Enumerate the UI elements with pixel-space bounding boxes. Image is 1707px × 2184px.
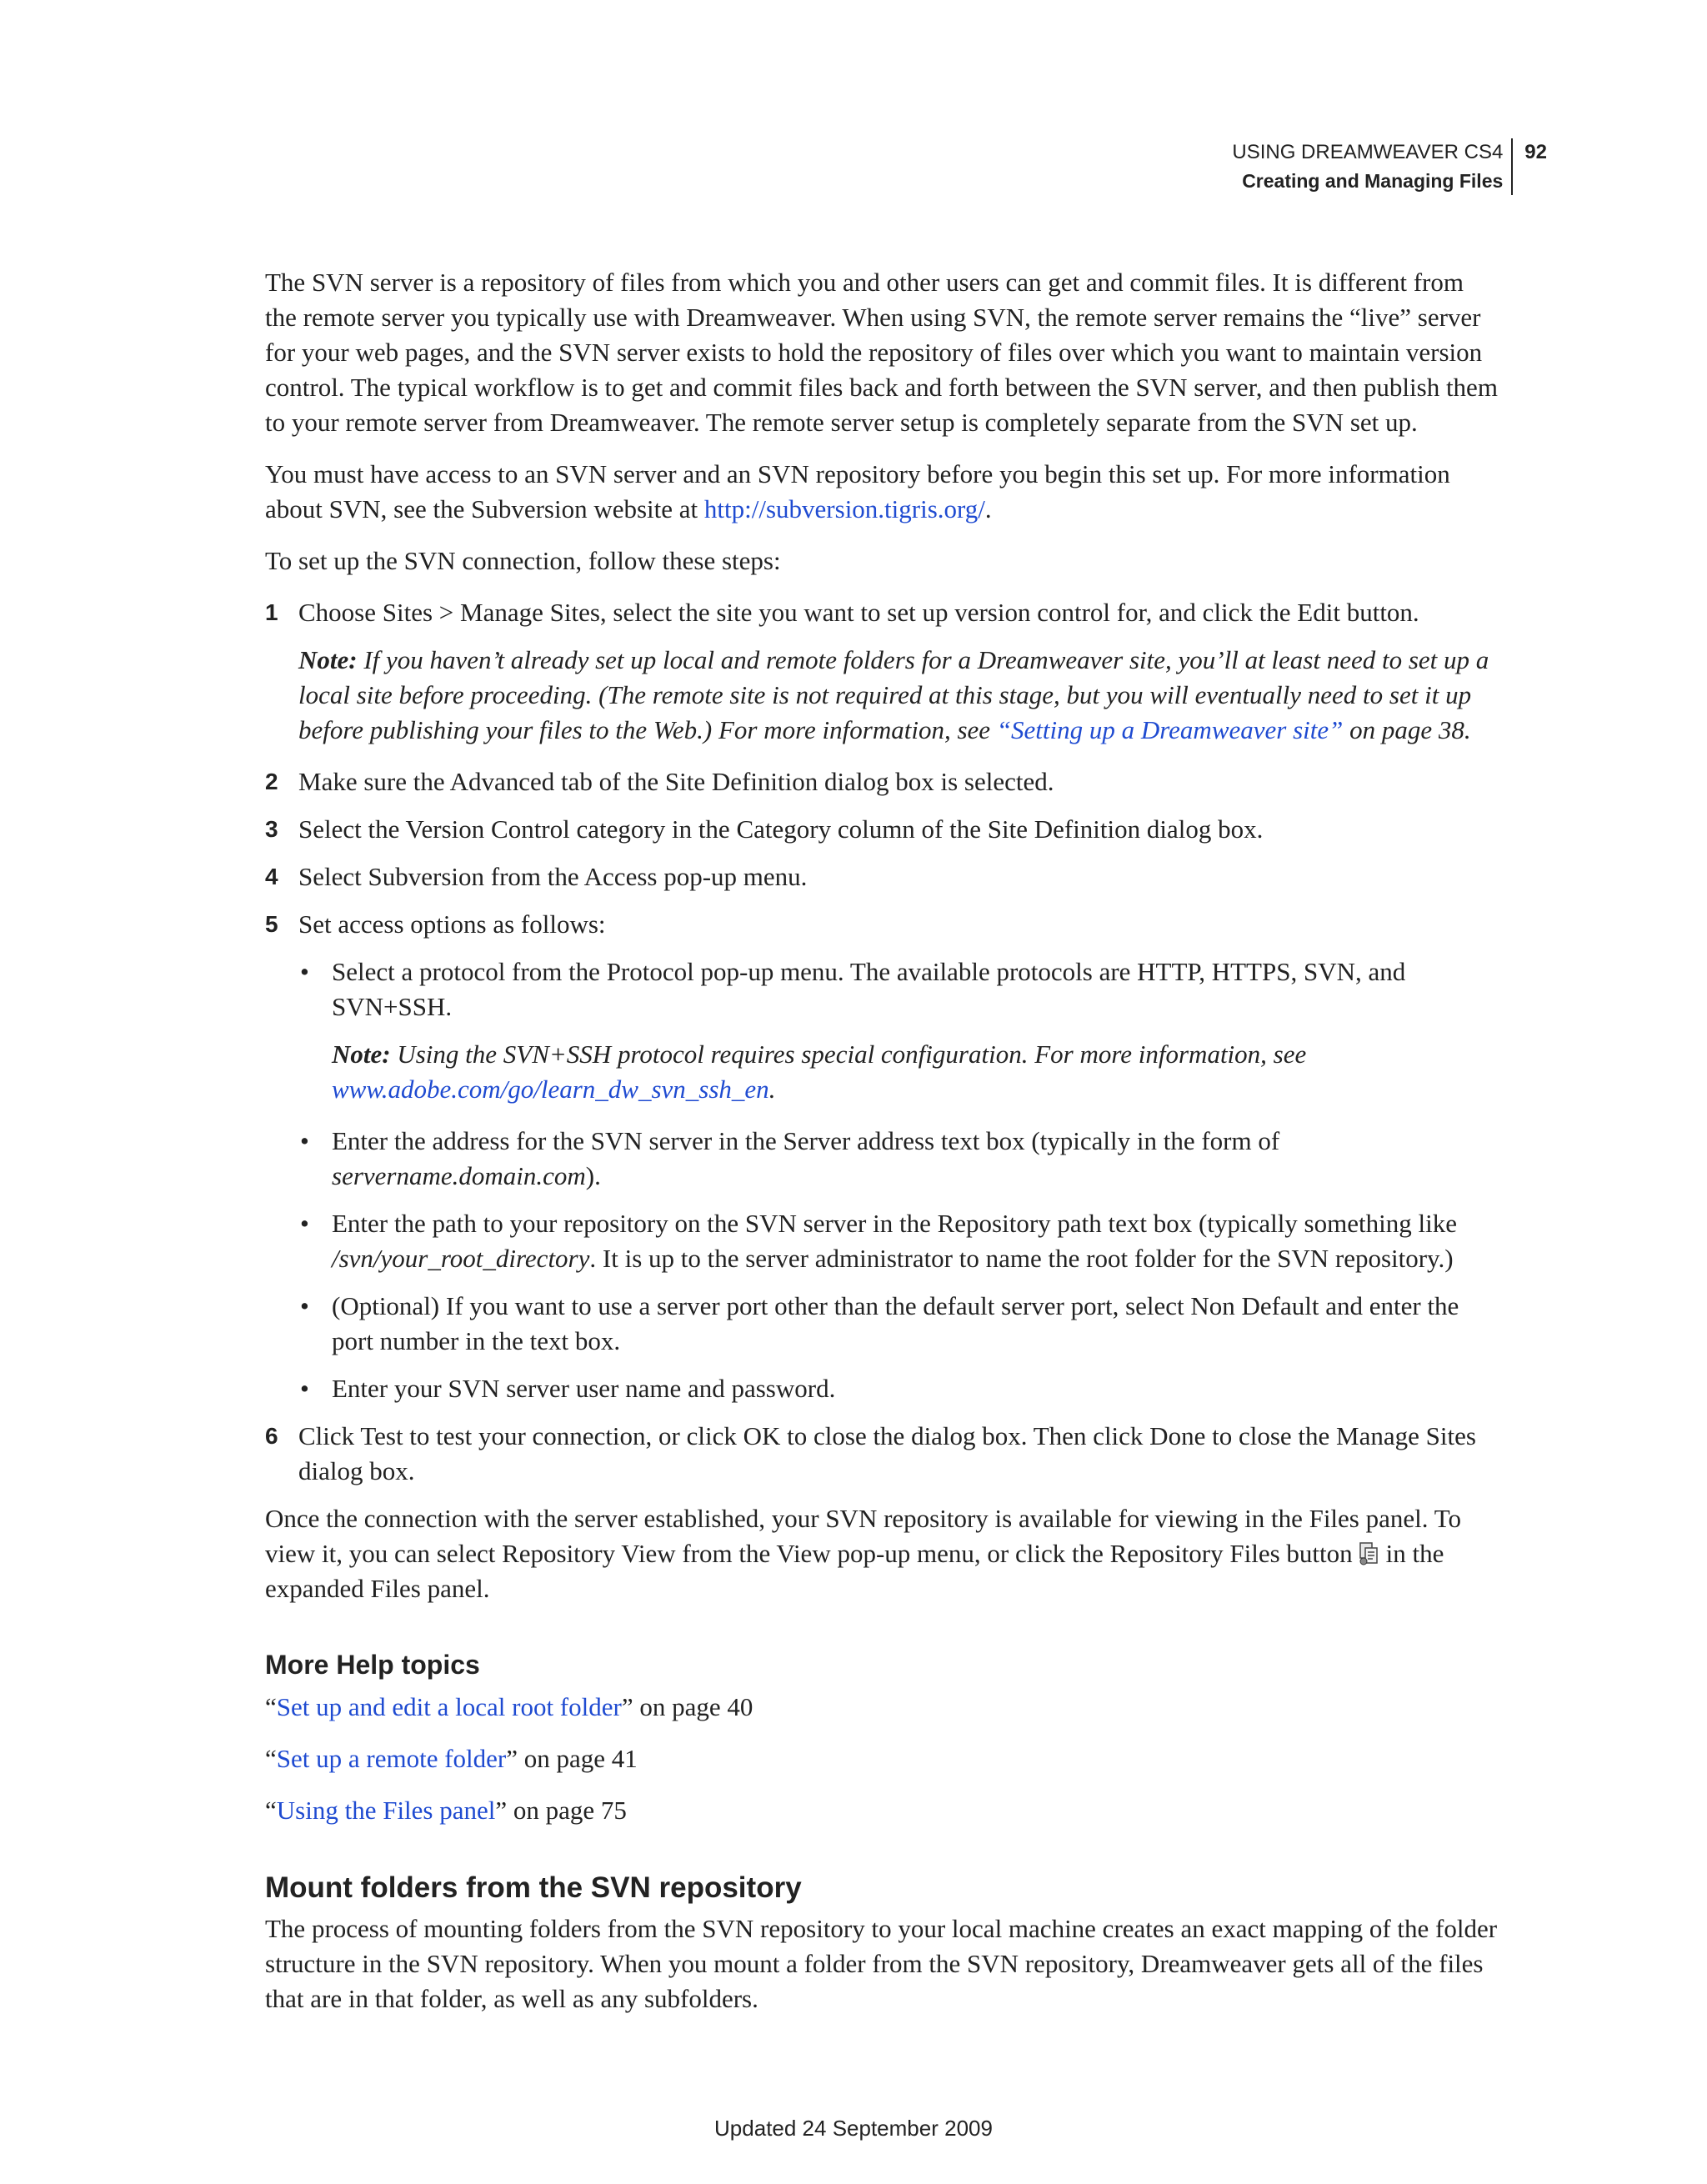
related-link[interactable]: Set up a remote folder	[276, 1744, 507, 1773]
step-text: Choose Sites > Manage Sites, select the site you want to set up version control for, and click the Edit button.	[298, 598, 1419, 627]
more-help-heading: More Help topics	[265, 1650, 480, 1680]
bullet-italic: /svn/your_root_directory	[332, 1244, 590, 1273]
bullet-text: (Optional) If you want to use a server port other than the default server port, select Non Default and enter the port number in the text box.	[332, 1291, 1459, 1355]
step-3	[265, 812, 1499, 847]
step-number: 5	[265, 911, 278, 937]
bullet-text: Enter your SVN server user name and password.	[332, 1374, 836, 1403]
bullet-italic: servername.domain.com	[332, 1161, 586, 1190]
closing-text-end: in the expanded Files panel.	[265, 1539, 1444, 1603]
page-content	[265, 265, 1499, 2033]
bullet-text-end: . It is up to the server administrator to name the root folder for the SVN repository.)	[589, 1244, 1454, 1273]
bullet-server-address	[265, 1124, 1499, 1194]
related-link-item	[265, 1793, 1499, 1828]
bullet-protocol-note	[265, 1037, 1499, 1107]
related-link-page: ” on page 40	[621, 1692, 753, 1721]
intro-paragraph-2-end: .	[984, 494, 992, 523]
subversion-website-link[interactable]: http://subversion.tigris.org/	[703, 494, 985, 523]
note-text: If you haven’t already set up local and remote folders for a Dreamweaver site, you’ll at least need to set up a local site before proceeding. (The remote site is not required at this stage, but you will eventually need to set it up before publishing your files to the Web.) For more information, see	[298, 645, 1489, 744]
bullet-text: Select a protocol from the Protocol pop-up menu. The available protocols are HTTP, HTTPS, SVN, and SVN+SSH.	[332, 957, 1406, 1021]
step-1-note	[265, 643, 1499, 748]
related-link-page: ” on page 75	[495, 1796, 627, 1825]
step-number: 6	[265, 1423, 278, 1449]
related-link[interactable]: Using the Files panel	[276, 1796, 496, 1825]
repository-files-icon	[1358, 1540, 1381, 1567]
closing-text: Once the connection with the server established, your SVN repository is available for viewing in the Files panel. To view it, you can select Repository View from the View pop-up menu, or click the Repository Files button	[265, 1504, 1461, 1568]
step-6	[265, 1419, 1499, 1489]
related-link[interactable]: Set up and edit a local root folder	[276, 1692, 622, 1721]
step-text: Click Test to test your connection, or click OK to close the dialog box. Then click Done to close the Manage Sites dialog box.	[298, 1421, 1476, 1485]
quote-open: “	[265, 1744, 277, 1773]
step-text: Select Subversion from the Access pop-up menu.	[298, 862, 808, 891]
closing-paragraph	[265, 1501, 1499, 1606]
page-number: 92	[1524, 141, 1547, 163]
intro-paragraph-2-text: You must have access to an SVN server and an SVN repository before you begin this set up. For more information about SVN, see the Subversion website at	[265, 459, 1450, 523]
step-number: 2	[265, 769, 278, 794]
header-titles	[1232, 138, 1513, 195]
page-header	[1232, 138, 1547, 195]
setting-up-site-link[interactable]: “Setting up a Dreamweaver site”	[996, 715, 1344, 744]
bullet-mark: •	[300, 957, 309, 986]
bullet-mark: •	[300, 1209, 309, 1238]
note-text-end: on page 38.	[1343, 715, 1471, 744]
intro-paragraph-2	[265, 457, 1499, 527]
quote-open: “	[265, 1692, 277, 1721]
step-text: Set access options as follows:	[298, 909, 606, 939]
intro-paragraph-3: To set up the SVN connection, follow these steps:	[265, 546, 781, 575]
step-number: 4	[265, 864, 278, 889]
bullet-repository-path	[265, 1206, 1499, 1276]
svn-ssh-link[interactable]: www.adobe.com/go/learn_dw_svn_ssh_en	[332, 1074, 769, 1104]
step-number: 1	[265, 599, 278, 625]
book-title: USING DREAMWEAVER CS4	[1232, 141, 1504, 163]
note-text-end: .	[768, 1074, 776, 1104]
mount-folders-heading: Mount folders from the SVN repository	[265, 1871, 802, 1904]
step-2	[265, 764, 1499, 799]
bullet-server-port	[265, 1289, 1499, 1359]
bullet-text: Enter the path to your repository on the SVN server in the Repository path text box (typically something like	[332, 1209, 1457, 1238]
step-text: Make sure the Advanced tab of the Site Definition dialog box is selected.	[298, 767, 1054, 796]
mount-folders-paragraph: The process of mounting folders from the SVN repository to your local machine creates an exact mapping of the folder structure in the SVN repository. When you mount a folder from the SVN repository, Dreamweaver gets all of the files that are in that folder, as well as any subfolders.	[265, 1914, 1498, 2013]
step-1	[265, 595, 1499, 630]
related-link-item	[265, 1741, 1499, 1776]
bullet-mark: •	[300, 1374, 309, 1403]
quote-open: “	[265, 1796, 277, 1825]
chapter-title: Creating and Managing Files	[1242, 170, 1504, 192]
bullet-text-end: ).	[585, 1161, 601, 1190]
page-footer: Updated 24 September 2009	[714, 2116, 993, 2141]
bullet-mark: •	[300, 1126, 309, 1155]
bullet-text: Enter the address for the SVN server in the Server address text box (typically in the form of	[332, 1126, 1280, 1155]
related-link-page: ” on page 41	[506, 1744, 638, 1773]
bullet-protocol	[265, 954, 1499, 1024]
note-text: Using the SVN+SSH protocol requires special configuration. For more information, see	[390, 1039, 1307, 1069]
intro-paragraph-1: The SVN server is a repository of files from which you and other users can get and commit files. It is different from the remote server you typically use with Dreamweaver. When using SVN, the remote server remains the “live” server for your web pages, and the SVN server exists to hold the repository of files over which you want to maintain version control. The typical workflow is to get and commit files back and forth between the SVN server, and then publish them to your remote server from Dreamweaver. The remote server setup is completely separate from the SVN set up.	[265, 268, 1498, 437]
bullet-credentials	[265, 1371, 1499, 1406]
note-label: Note:	[332, 1039, 391, 1069]
step-4	[265, 859, 1499, 894]
step-number: 3	[265, 816, 278, 842]
related-link-item	[265, 1690, 1499, 1725]
note-label: Note:	[298, 645, 358, 674]
bullet-mark: •	[300, 1291, 309, 1320]
step-5	[265, 907, 1499, 942]
step-text: Select the Version Control category in the Category column of the Site Definition dialog box.	[298, 814, 1264, 844]
